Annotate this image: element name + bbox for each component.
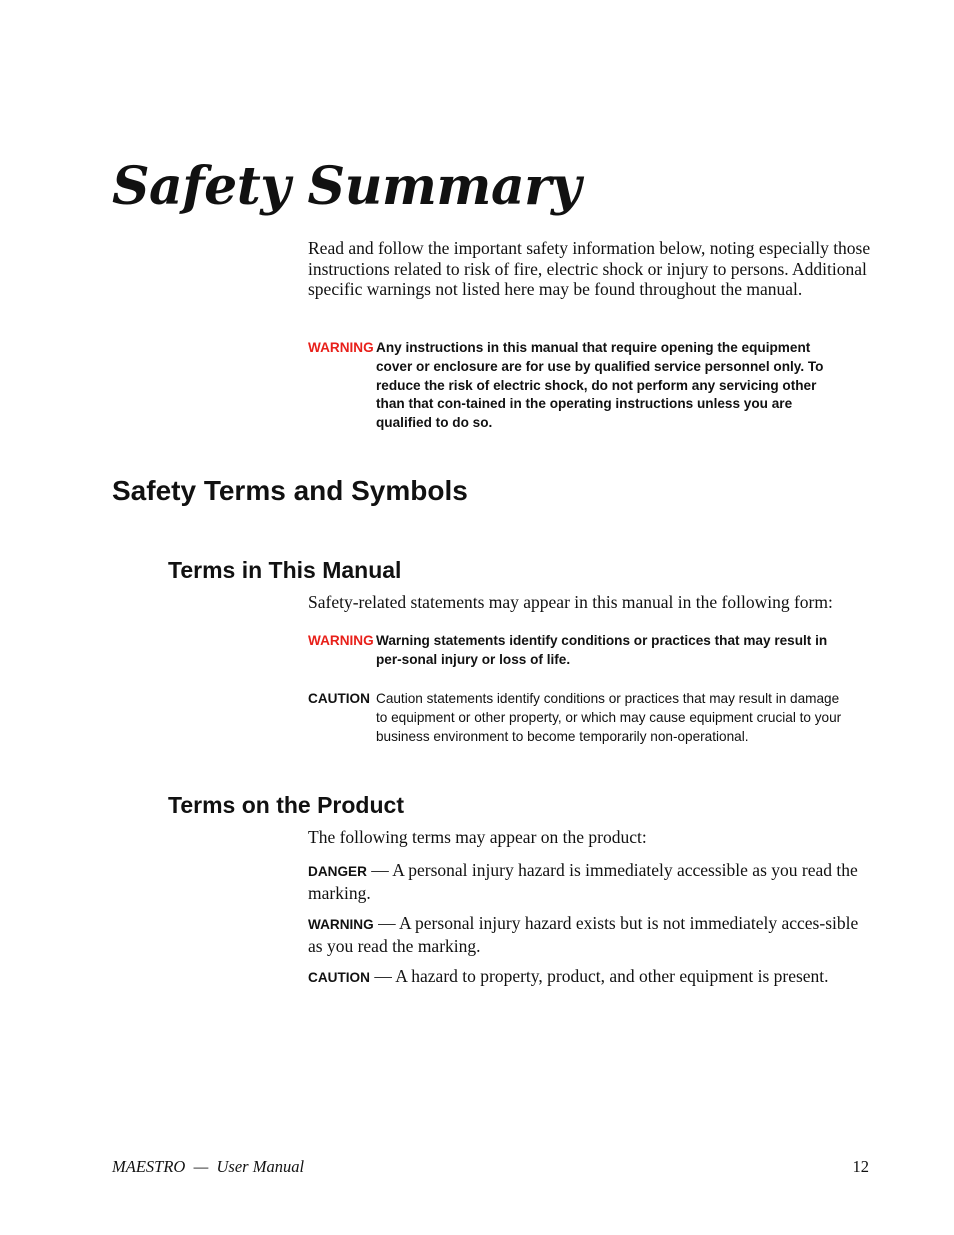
warning-note-service — [308, 339, 848, 433]
section-title: Safety Terms and Symbols — [112, 475, 468, 506]
term-label-warning: WARNING — [308, 917, 374, 932]
term-text-warning: — A personal injury hazard exists but is not immediately acces-sible as you read the marking. — [308, 913, 859, 956]
warning-text: Warning statements identify conditions or practices that may result in per-sonal injury or loss of life. — [376, 633, 828, 667]
footer-title: MAESTRO — User Manual — [112, 1157, 305, 1176]
term-text-danger: — A personal injury hazard is immediately accessible as you read the marking. — [308, 860, 858, 903]
term-danger — [308, 860, 874, 903]
term-caution — [308, 966, 874, 989]
caution-text: Caution statements identify conditions or practices that may result in damage to equipment or other property, or which may cause equipment crucial to your business environment to become temporarily non-operational. — [376, 691, 842, 744]
warning-note-example — [308, 632, 848, 670]
caution-note-example — [308, 690, 848, 746]
term-label-danger: DANGER — [308, 864, 367, 879]
warning-label: WARNING — [308, 633, 374, 648]
warning-label: WARNING — [308, 340, 374, 355]
caution-label: CAUTION — [308, 691, 370, 706]
page-number: 12 — [852, 1157, 869, 1176]
page-title: Safety Summary — [112, 156, 581, 217]
terms-product-intro: The following terms may appear on the product: — [308, 827, 647, 847]
term-text-caution: — A hazard to property, product, and other equipment is present. — [369, 966, 829, 986]
terms-manual-intro: Safety-related statements may appear in this manual in the following form: — [308, 592, 833, 612]
term-label-caution: CAUTION — [308, 970, 370, 985]
intro-paragraph: Read and follow the important safety information below, noting especially those instructions related to risk of fire, electric shock or injury to persons. Additional specific warnings not listed here may be found throughout the manual. — [308, 238, 871, 299]
subsection-title-terms-product: Terms on the Product — [168, 792, 404, 818]
term-warning — [308, 913, 874, 956]
warning-text: Any instructions in this manual that require opening the equipment cover or enclosure are for use by qualified service personnel only. To reduce the risk of electric shock, do not perform any servicing other than that con-tained in the operating instructions unless you are qualified to do so. — [376, 340, 824, 431]
subsection-title-terms-manual: Terms in This Manual — [168, 557, 402, 583]
